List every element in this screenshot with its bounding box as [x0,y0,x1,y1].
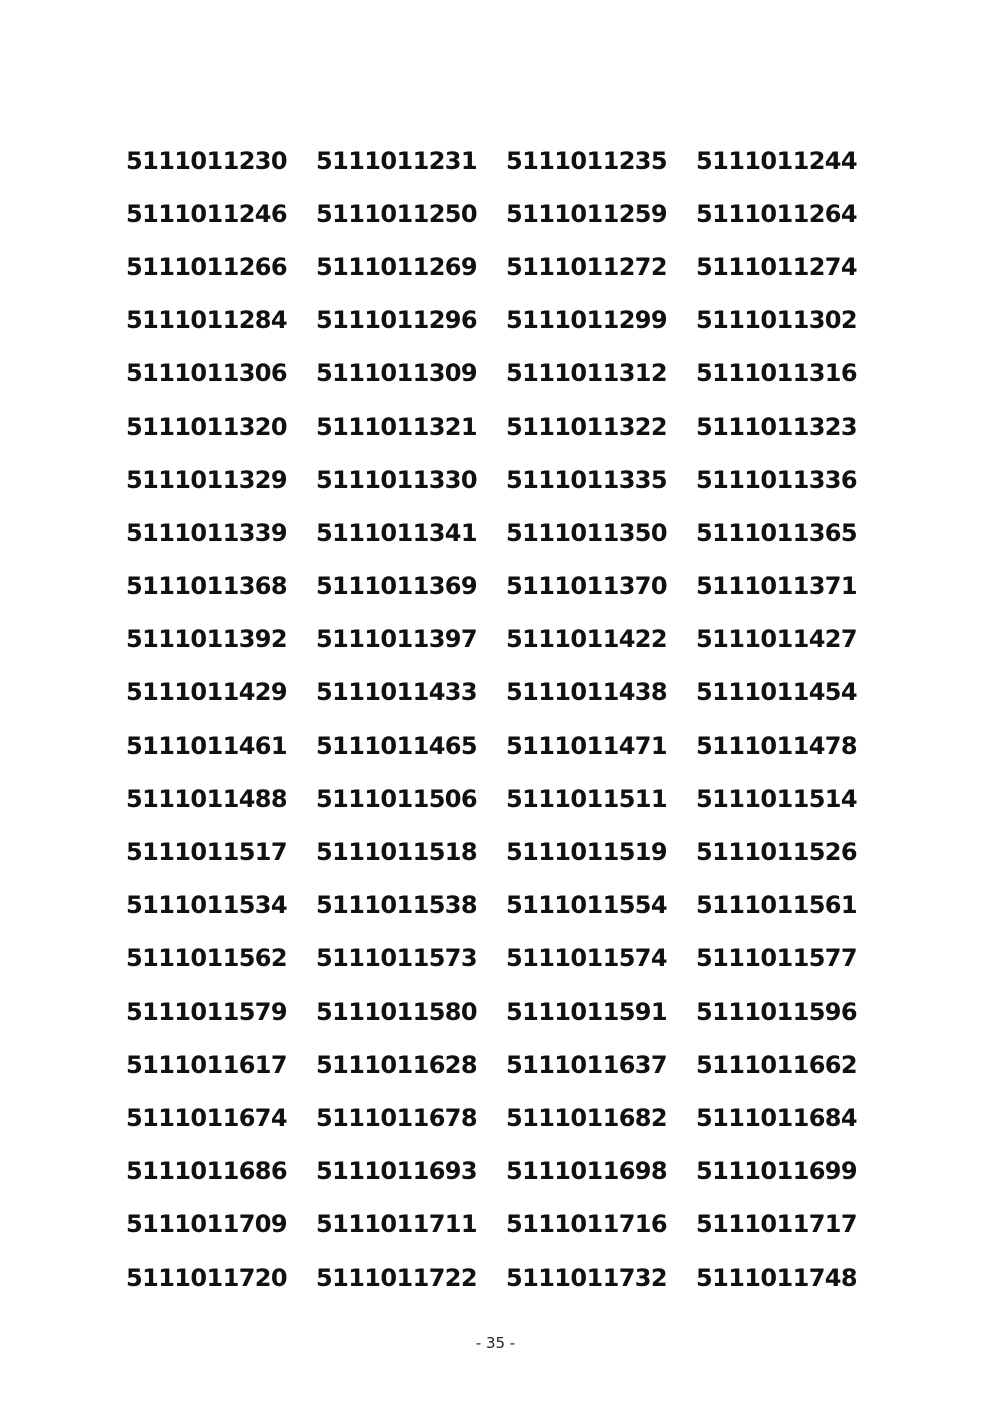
table-cell: 5111011454 [696,678,857,707]
table-cell: 5111011617 [126,1050,287,1079]
table-cell: 5111011244 [696,146,857,175]
table-row [126,294,886,347]
table-cell: 5111011519 [506,838,667,867]
table-cell: 5111011266 [126,252,287,281]
table-cell: 5111011269 [316,252,477,281]
table-cell: 5111011321 [316,412,477,441]
table-cell: 5111011429 [126,678,287,707]
table-cell: 5111011370 [506,572,667,601]
table-cell: 5111011573 [316,944,477,973]
table-cell: 5111011231 [316,146,477,175]
table-cell: 5111011272 [506,252,667,281]
table-cell: 5111011574 [506,944,667,973]
table-cell: 5111011577 [696,944,857,973]
table-row [126,506,886,559]
table-row [126,1198,886,1251]
table-cell: 5111011329 [126,465,287,494]
table-cell: 5111011514 [696,784,857,813]
table-cell: 5111011561 [696,891,857,920]
table-cell: 5111011397 [316,625,477,654]
table-cell: 5111011562 [126,944,287,973]
table-row [126,453,886,506]
table-cell: 5111011322 [506,412,667,441]
table-cell: 5111011465 [316,731,477,760]
table-cell: 5111011299 [506,306,667,335]
table-cell: 5111011312 [506,359,667,388]
table-cell: 5111011716 [506,1210,667,1239]
table-cell: 5111011711 [316,1210,477,1239]
table-cell: 5111011478 [696,731,857,760]
table-cell: 5111011511 [506,784,667,813]
table-cell: 5111011422 [506,625,667,654]
table-row [126,134,886,187]
table-cell: 5111011320 [126,412,287,441]
table-cell: 5111011316 [696,359,857,388]
table-cell: 5111011259 [506,199,667,228]
table-cell: 5111011264 [696,199,857,228]
table-row [126,772,886,825]
table-cell: 5111011717 [696,1210,857,1239]
table-cell: 5111011341 [316,518,477,547]
table-cell: 5111011526 [696,838,857,867]
table-cell: 5111011488 [126,784,287,813]
table-row [126,613,886,666]
table-cell: 5111011580 [316,997,477,1026]
table-cell: 5111011748 [696,1263,857,1292]
table-cell: 5111011682 [506,1103,667,1132]
table-row [126,879,886,932]
table-row [126,1038,886,1091]
table-cell: 5111011699 [696,1157,857,1186]
table-row [126,825,886,878]
table-cell: 5111011438 [506,678,667,707]
table-row [126,719,886,772]
table-cell: 5111011336 [696,465,857,494]
table-cell: 5111011628 [316,1050,477,1079]
table-cell: 5111011693 [316,1157,477,1186]
table-cell: 5111011684 [696,1103,857,1132]
table-cell: 5111011250 [316,199,477,228]
table-cell: 5111011732 [506,1263,667,1292]
table-cell: 5111011427 [696,625,857,654]
table-row [126,1091,886,1144]
table-cell: 5111011339 [126,518,287,547]
table-cell: 5111011709 [126,1210,287,1239]
table-cell: 5111011365 [696,518,857,547]
table-cell: 5111011674 [126,1103,287,1132]
table-cell: 5111011433 [316,678,477,707]
table-cell: 5111011554 [506,891,667,920]
table-cell: 5111011538 [316,891,477,920]
table-cell: 5111011722 [316,1263,477,1292]
table-row [126,240,886,293]
table-row [126,400,886,453]
table-row [126,666,886,719]
table-row [126,932,886,985]
table-cell: 5111011534 [126,891,287,920]
table-cell: 5111011368 [126,572,287,601]
table-cell: 5111011461 [126,731,287,760]
table-row [126,347,886,400]
number-table [126,134,886,1304]
table-cell: 5111011296 [316,306,477,335]
table-cell: 5111011284 [126,306,287,335]
table-cell: 5111011637 [506,1050,667,1079]
page-number: - 35 - [475,1334,516,1352]
table-cell: 5111011309 [316,359,477,388]
table-cell: 5111011518 [316,838,477,867]
table-cell: 5111011506 [316,784,477,813]
table-cell: 5111011335 [506,465,667,494]
table-cell: 5111011330 [316,465,477,494]
table-row [126,1145,886,1198]
table-row [126,1251,886,1304]
table-cell: 5111011323 [696,412,857,441]
table-cell: 5111011471 [506,731,667,760]
table-row [126,985,886,1038]
table-cell: 5111011371 [696,572,857,601]
table-cell: 5111011686 [126,1157,287,1186]
table-row [126,560,886,613]
table-row [126,187,886,240]
table-cell: 5111011596 [696,997,857,1026]
table-cell: 5111011235 [506,146,667,175]
table-cell: 5111011517 [126,838,287,867]
table-cell: 5111011369 [316,572,477,601]
table-cell: 5111011720 [126,1263,287,1292]
table-cell: 5111011392 [126,625,287,654]
table-cell: 5111011678 [316,1103,477,1132]
table-cell: 5111011230 [126,146,287,175]
table-cell: 5111011306 [126,359,287,388]
table-cell: 5111011662 [696,1050,857,1079]
table-cell: 5111011274 [696,252,857,281]
table-cell: 5111011302 [696,306,857,335]
table-cell: 5111011246 [126,199,287,228]
table-cell: 5111011350 [506,518,667,547]
table-cell: 5111011591 [506,997,667,1026]
table-cell: 5111011579 [126,997,287,1026]
table-cell: 5111011698 [506,1157,667,1186]
